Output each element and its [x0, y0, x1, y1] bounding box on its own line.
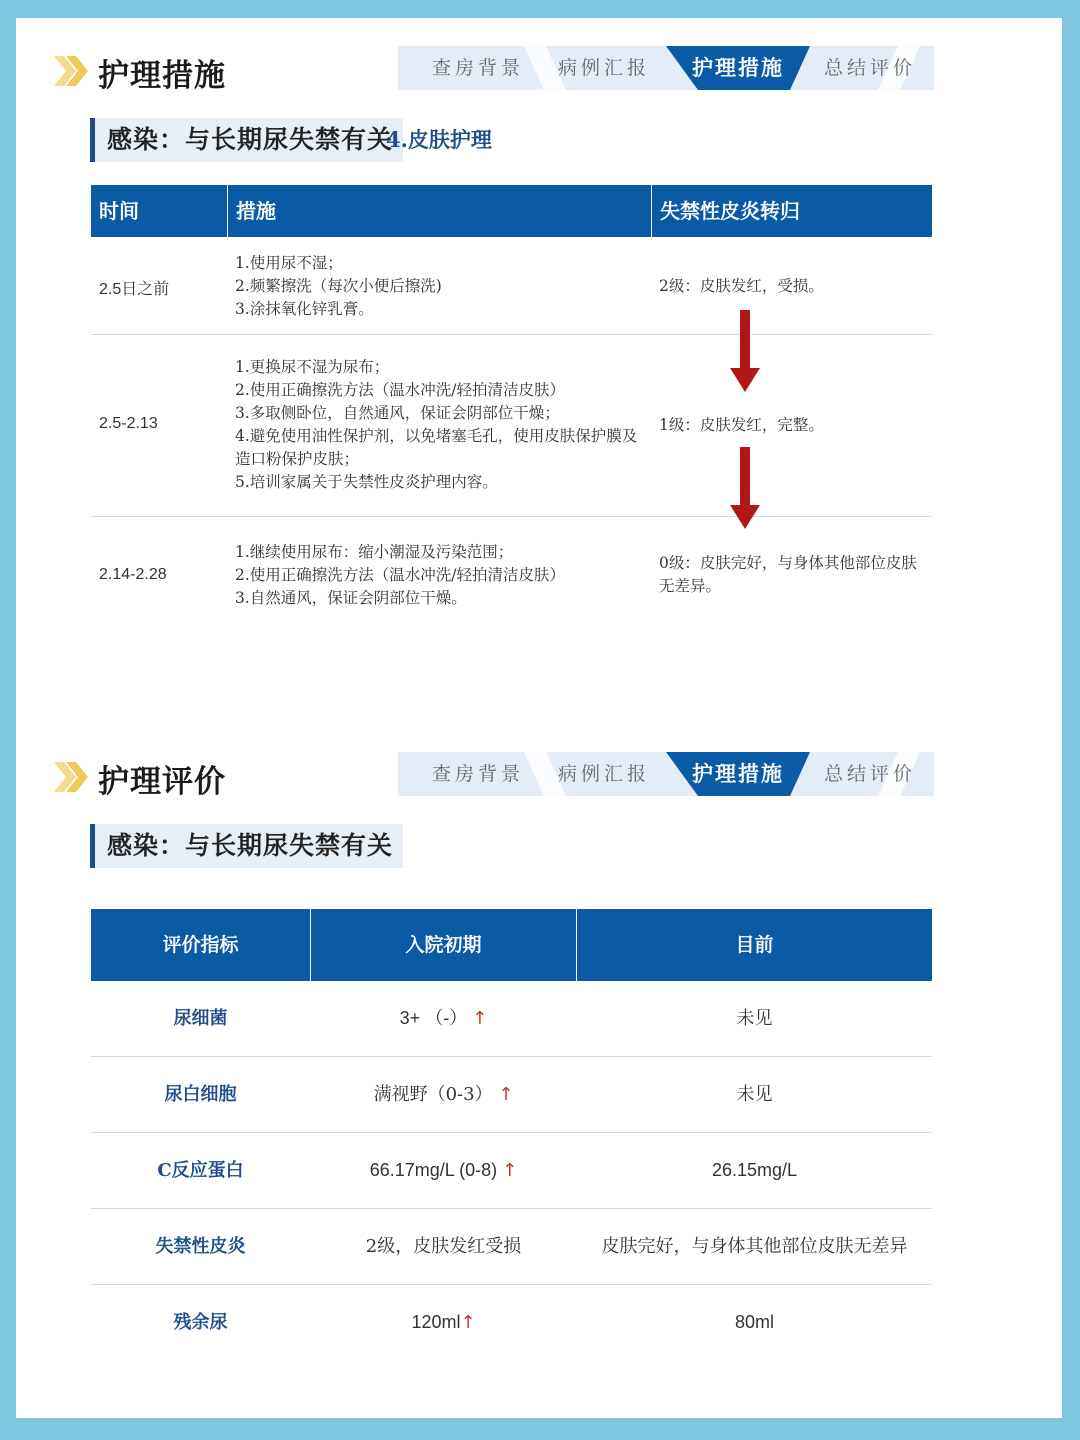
row-outcome: 2级：皮肤发红，受损。	[659, 277, 824, 295]
initial-value: 3+ （-） ↑	[399, 1008, 488, 1029]
measure-line: 1.更换尿不湿为尿布；	[235, 358, 390, 376]
tab-case-report[interactable]: 病例汇报	[557, 763, 650, 785]
down-arrow-icon	[729, 310, 761, 394]
initial-value: 2级，皮肤发红受损	[365, 1236, 522, 1257]
metric-name: 尿细菌	[173, 1008, 228, 1029]
tab-background[interactable]: 查房背景	[431, 57, 524, 79]
row-time: 2.5日之前	[99, 281, 170, 298]
row-measures	[235, 356, 647, 494]
metric-name: C反应蛋白	[157, 1160, 244, 1181]
row-outcome: 0级：皮肤完好，与身体其他部位皮肤无差异。	[659, 554, 917, 595]
row-time: 2.5-2.13	[99, 415, 158, 432]
subheading-item: 4.皮肤护理	[386, 127, 492, 152]
double-chevron-icon	[52, 760, 92, 794]
table-row	[91, 1209, 932, 1285]
measure-line: 2.使用正确擦洗方法（温水冲洗/轻拍清洁皮肤）	[235, 381, 566, 399]
table-row	[91, 1285, 932, 1360]
measure-line: 3.涂抹氧化锌乳膏。	[235, 300, 374, 318]
metric-name: 尿白细胞	[164, 1084, 237, 1105]
header-time: 时间	[99, 199, 139, 223]
header-measures: 措施	[236, 199, 276, 223]
down-arrow-icon	[729, 447, 761, 531]
subheading: 感染：与长期尿失禁有关	[90, 824, 403, 868]
section-title: 护理措施	[98, 58, 226, 94]
metric-name: 失禁性皮炎	[155, 1236, 246, 1257]
tab-bar	[398, 752, 934, 796]
current-value: 未见	[736, 1084, 773, 1105]
metric-name: 残余尿	[173, 1312, 228, 1333]
tab-summary[interactable]: 总结评价	[823, 57, 916, 79]
initial-value: 66.17mg/L (0-8) ↑	[369, 1160, 518, 1181]
table-row	[91, 1057, 932, 1133]
up-arrow-icon: ↑	[502, 1160, 518, 1181]
row-measures	[235, 541, 647, 610]
current-value: 皮肤完好，与身体其他部位皮肤无差异	[601, 1236, 908, 1257]
table-header	[91, 909, 932, 981]
up-arrow-icon: ↑	[498, 1084, 514, 1105]
current-value: 80ml	[734, 1312, 774, 1332]
up-arrow-icon: ↑	[460, 1312, 476, 1333]
measure-line: 2.频繁擦洗（每次小便后擦洗)	[235, 277, 442, 295]
table-row	[91, 237, 932, 335]
row-measures	[235, 252, 647, 321]
double-chevron-icon	[52, 54, 92, 88]
table-header	[91, 185, 932, 237]
current-value: 未见	[736, 1008, 773, 1029]
header-current: 目前	[735, 934, 774, 956]
tab-summary[interactable]: 总结评价	[823, 763, 916, 785]
table-row	[91, 335, 932, 517]
measure-line: 3.多取侧卧位，自然通风，保证会阴部位干燥；	[235, 404, 560, 422]
header-initial: 入院初期	[405, 934, 482, 956]
initial-value: 满视野（0-3） ↑	[373, 1084, 514, 1105]
measure-line: 1.继续使用尿布：缩小潮湿及污染范围；	[235, 543, 514, 561]
page-sheet	[16, 18, 1062, 1418]
up-arrow-icon: ↑	[472, 1008, 488, 1029]
measure-line: 1.使用尿不湿；	[235, 254, 343, 272]
measure-line: 4.避免使用油性保护剂，以免堵塞毛孔，使用皮肤保护膜及	[235, 427, 638, 445]
tab-nursing-measures[interactable]: 护理措施	[692, 761, 784, 786]
measures-table	[91, 185, 932, 637]
table-row	[91, 517, 932, 637]
tab-background[interactable]: 查房背景	[431, 763, 524, 785]
measure-line: 3.自然通风，保证会阴部位干燥。	[235, 589, 467, 607]
initial-value: 120ml↑	[411, 1312, 476, 1333]
subheading: 感染：与长期尿失禁有关	[90, 118, 403, 162]
tab-bar	[398, 46, 934, 90]
header-metric: 评价指标	[162, 934, 239, 956]
table-row	[91, 1133, 932, 1209]
section-title: 护理评价	[98, 764, 226, 800]
row-outcome: 1级：皮肤发红，完整。	[659, 416, 824, 434]
tab-case-report[interactable]: 病例汇报	[557, 57, 650, 79]
header-outcome: 失禁性皮炎转归	[660, 199, 800, 223]
row-time: 2.14-2.28	[99, 566, 167, 583]
evaluation-table	[91, 909, 932, 1360]
current-value: 26.15mg/L	[711, 1160, 798, 1180]
table-row	[91, 981, 932, 1057]
measure-line: 5.培训家属关于失禁性皮炎护理内容。	[235, 473, 498, 491]
measure-line: 造口粉保护皮肤；	[235, 450, 360, 468]
tab-nursing-measures[interactable]: 护理措施	[692, 55, 784, 80]
measure-line: 2.使用正确擦洗方法（温水冲洗/轻拍清洁皮肤）	[235, 566, 566, 584]
